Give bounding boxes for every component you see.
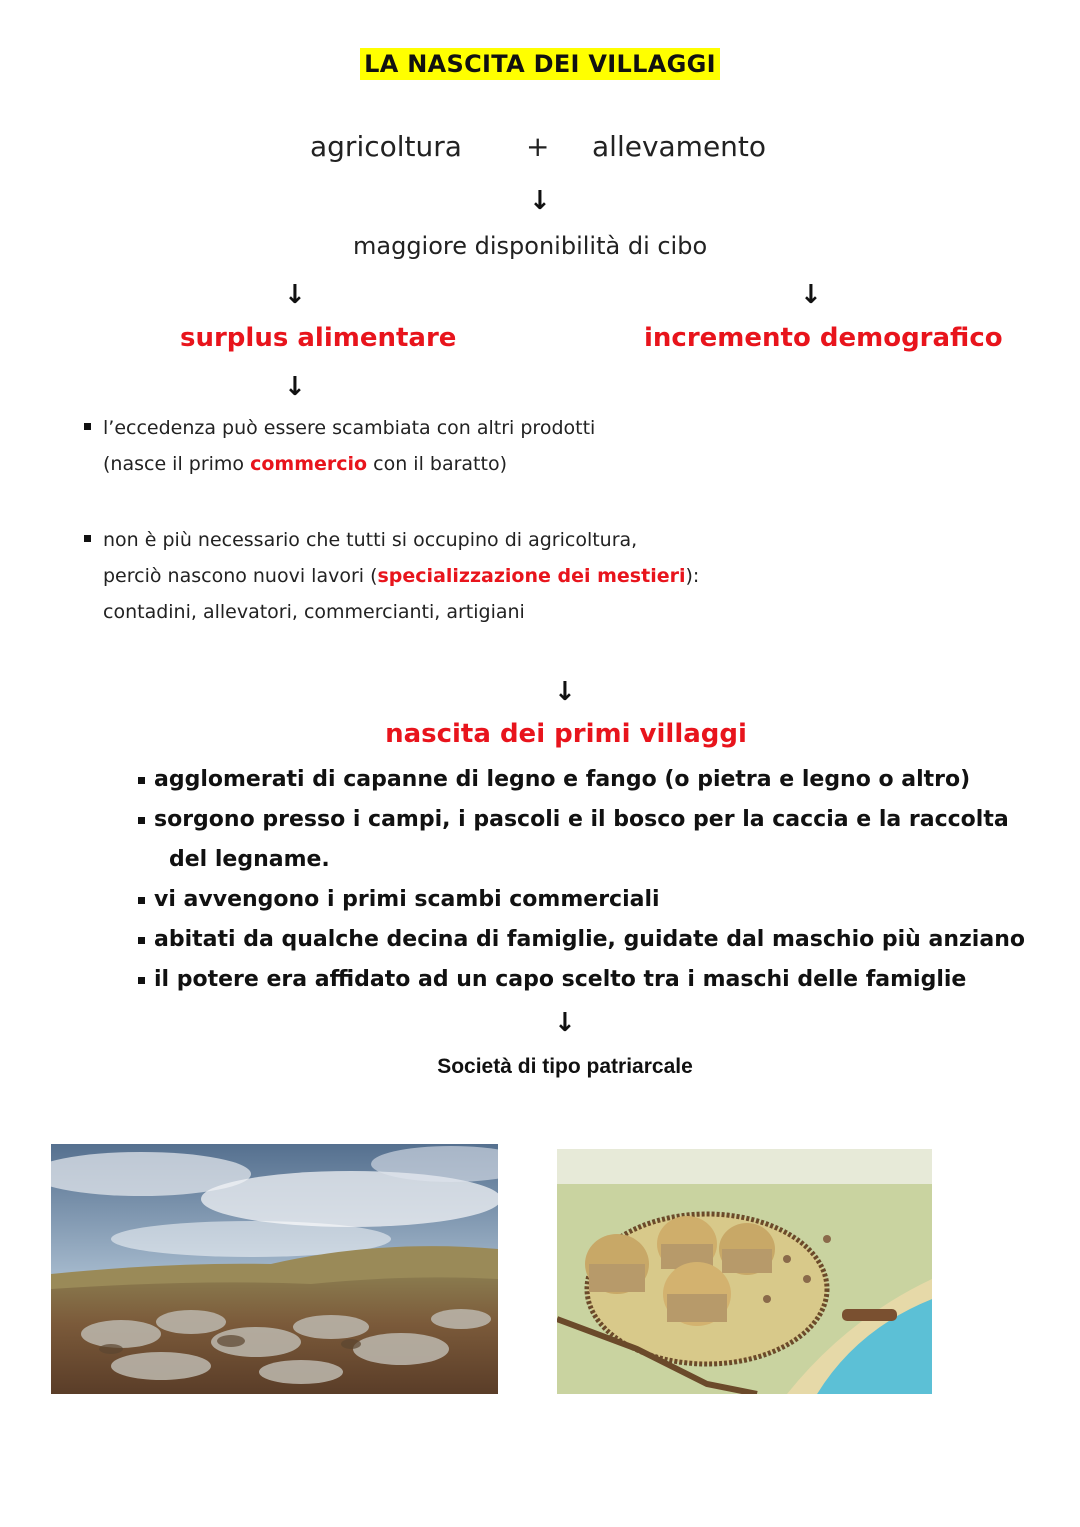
surplus-point-1-line2-end: con il baratto)	[367, 453, 507, 475]
list-item-text: il potere era affidato ad un capo scelto tra i maschi delle famiglie	[154, 967, 967, 992]
list-item	[135, 960, 1025, 1000]
flow-result: maggiore disponibilità di cibo	[353, 232, 708, 260]
villages-heading: nascita dei primi villaggi	[385, 719, 747, 749]
term-allevamento: allevamento	[592, 130, 767, 163]
surplus-point-1-line2: (nasce il primo	[103, 453, 251, 475]
list-item-text: sorgono presso i campi, i pascoli e il bosco per la caccia e la raccolta	[154, 807, 1009, 832]
surplus-point-2-line3: contadini, allevatori, commercianti, artigiani	[103, 601, 525, 623]
conclusion-text: Società di tipo patriarcale	[437, 1055, 693, 1078]
villages-list	[135, 760, 1025, 1000]
bullet-icon	[138, 897, 145, 904]
landscape-photo	[51, 1144, 498, 1394]
surplus-point-2-line2: perciò nascono nuovi lavori (	[103, 565, 378, 587]
arrow-down-icon: ↓	[800, 280, 822, 310]
village-illustration	[557, 1149, 932, 1394]
plus-sign: +	[526, 130, 550, 163]
page-title	[0, 50, 1080, 78]
keyword-commercio: commercio	[250, 453, 368, 475]
list-item	[135, 880, 1025, 920]
surplus-point-1	[84, 410, 595, 482]
landscape-illustration	[51, 1144, 498, 1394]
branch-incremento: incremento demografico	[644, 323, 1003, 353]
surplus-point-2-line1: non è più necessario che tutti si occupino di agricoltura,	[103, 529, 638, 551]
arrow-down-icon: ↓	[554, 1008, 576, 1038]
list-item-text: abitati da qualche decina di famiglie, guidate dal maschio più anziano	[154, 927, 1025, 952]
list-item	[135, 760, 1025, 800]
list-item-text: vi avvengono i primi scambi commerciali	[154, 887, 660, 912]
term-agricoltura: agricoltura	[310, 130, 462, 163]
arrow-down-icon: ↓	[554, 677, 576, 707]
list-item-text: del legname.	[169, 847, 330, 872]
surplus-point-1-line1: l’eccedenza può essere scambiata con altri prodotti	[103, 417, 596, 439]
surplus-point-2	[84, 522, 699, 630]
list-item-text: agglomerati di capanne di legno e fango (o pietra e legno o altro)	[154, 767, 971, 792]
list-item	[135, 800, 1025, 840]
arrow-down-icon: ↓	[284, 372, 306, 402]
page-title-text: LA NASCITA DEI VILLAGGI	[360, 48, 720, 80]
bullet-icon	[138, 937, 145, 944]
bullet-icon	[138, 817, 145, 824]
village-drawing	[557, 1149, 932, 1394]
surplus-point-2-line2-end: ):	[685, 565, 700, 587]
arrow-down-icon: ↓	[529, 186, 551, 216]
keyword-specializzazione: specializzazione dei mestieri	[377, 565, 686, 587]
bullet-icon	[138, 977, 145, 984]
list-item	[135, 920, 1025, 960]
arrow-down-icon: ↓	[284, 280, 306, 310]
bullet-icon	[138, 777, 145, 784]
bullet-icon	[84, 535, 91, 542]
list-item-continuation	[135, 840, 1025, 880]
branch-surplus: surplus alimentare	[180, 323, 457, 353]
bullet-icon	[84, 423, 91, 430]
